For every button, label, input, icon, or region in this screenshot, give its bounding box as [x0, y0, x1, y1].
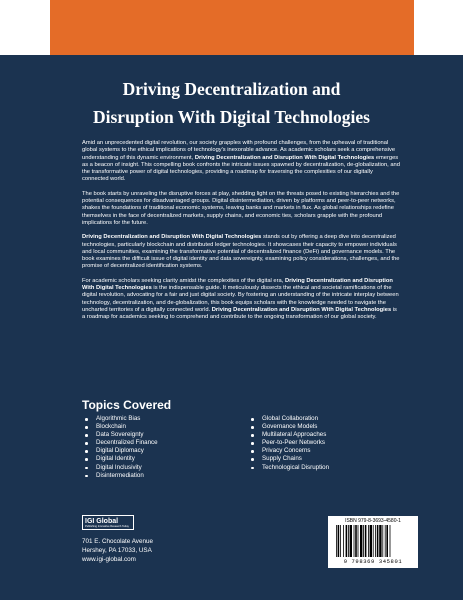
topic-item: Global Collaboration — [248, 415, 329, 423]
topic-item: Decentralized Finance — [82, 439, 158, 447]
book-description — [82, 140, 400, 329]
description-paragraph-4: For academic scholars seeking clarity amidst the complexities of the digital era, Driving Decentralization and Disruption With Digital Technologies is the indispensable guide. It meticulously dissects the ethical and societal ramifications of the digital revolution, advocating for a fair and just digital society. By fostering an understanding of the intricate interplay between technology, decentralization, and de-globalization, this book equips scholars with the knowledge needed to navigate the uncharted territories of a digitally connected world. Driving Decentralization and Disruption With Digital Technologies is a roadmap for academics seeking to comprehend and contribute to the ongoing transformation of our global society. — [82, 277, 399, 321]
topic-item: Governance Models — [248, 423, 329, 431]
description-paragraph-3: Driving Decentralization and Disruption With Digital Technologies stands out by offering a deep dive into decentralized technologies, particularly blockchain and distributed ledger technologies. It showcases their capacity to empower individuals and local communities, examining the transformative potential of decentralized finance (DeFi) and governance models. The book examines the difficult issue of digital identity and data sovereignty, examining policy considerations, challenges, and the promise of decentralized identification systems. — [82, 234, 400, 270]
topic-item: Digital Inclusivity — [82, 464, 158, 472]
topic-item: Privacy Concerns — [248, 447, 329, 455]
isbn-label: ISBN 979-8-3693-4580-1 — [345, 518, 401, 524]
address-line-2: Hershey, PA 17033, USA — [82, 547, 152, 555]
publisher-logo-name: IGI Global — [85, 517, 119, 525]
topic-item: Algorithmic Bias — [82, 415, 158, 423]
barcode-digits: 9 798369 345801 — [343, 558, 403, 565]
description-paragraph-1: Amid an unprecedented digital revolution, our society grapples with profound challenges, from the upheaval of traditional global systems to the ethical implications of technology's inexorable advance. As academic scholars seek a comprehensive understanding of this dynamic environment, Driving Decentralization and Disruption With Digital Technologies emerges as a beacon of insight. This compelling book confronts the intricate issues spawned by decentralization, de-globalization, and the transformative power of digital technologies, providing a roadmap for traversing the complexities of our digitally connected world. — [82, 140, 400, 183]
title-line-1: Driving Decentralization and — [122, 79, 341, 99]
description-paragraph-2: The book starts by unraveling the disruptive forces at play, shedding light on the threats posed to existing hierarchies and the potential consequences for disadvantaged groups. Digital disintermediation, driven by platforms and peer-to-peer networks, shakes the foundations of traditional economic systems, leaving banks and markets in flux. As global relationships redefine themselves in the face of decentralized markets, supply chains, and economic ties, scholars grapple with the profound implications for the future. — [82, 190, 400, 226]
topic-item: Digital Diplomacy — [82, 447, 158, 455]
topics-heading: Topics Covered — [82, 398, 172, 412]
topic-item: Disintermediation — [82, 472, 158, 480]
book-title — [0, 75, 463, 131]
topic-item: Supply Chains — [248, 455, 329, 463]
topic-item: Multilateral Approaches — [248, 431, 329, 439]
barcode-icon — [334, 525, 412, 557]
topics-list-left — [82, 415, 158, 480]
topic-item: Blockchain — [82, 423, 158, 431]
topic-item: Data Sovereignty — [82, 431, 158, 439]
orange-header-block — [50, 0, 414, 55]
topics-list-right — [248, 415, 329, 472]
address-line-1: 701 E. Chocolate Avenue — [82, 538, 153, 545]
topic-item: Peer-to-Peer Networks — [248, 439, 329, 447]
publisher-logo-tagline: Publishing Innovative Research Today — [85, 524, 129, 528]
title-line-2: Disruption With Digital Technologies — [93, 107, 370, 127]
topic-item: Technological Disruption — [248, 464, 329, 472]
topic-item: Digital Identity — [82, 455, 158, 463]
publisher-website: www.igi-global.com — [82, 556, 136, 564]
isbn-barcode-box — [328, 516, 418, 568]
publisher-logo — [82, 515, 134, 530]
publisher-address — [82, 537, 153, 565]
